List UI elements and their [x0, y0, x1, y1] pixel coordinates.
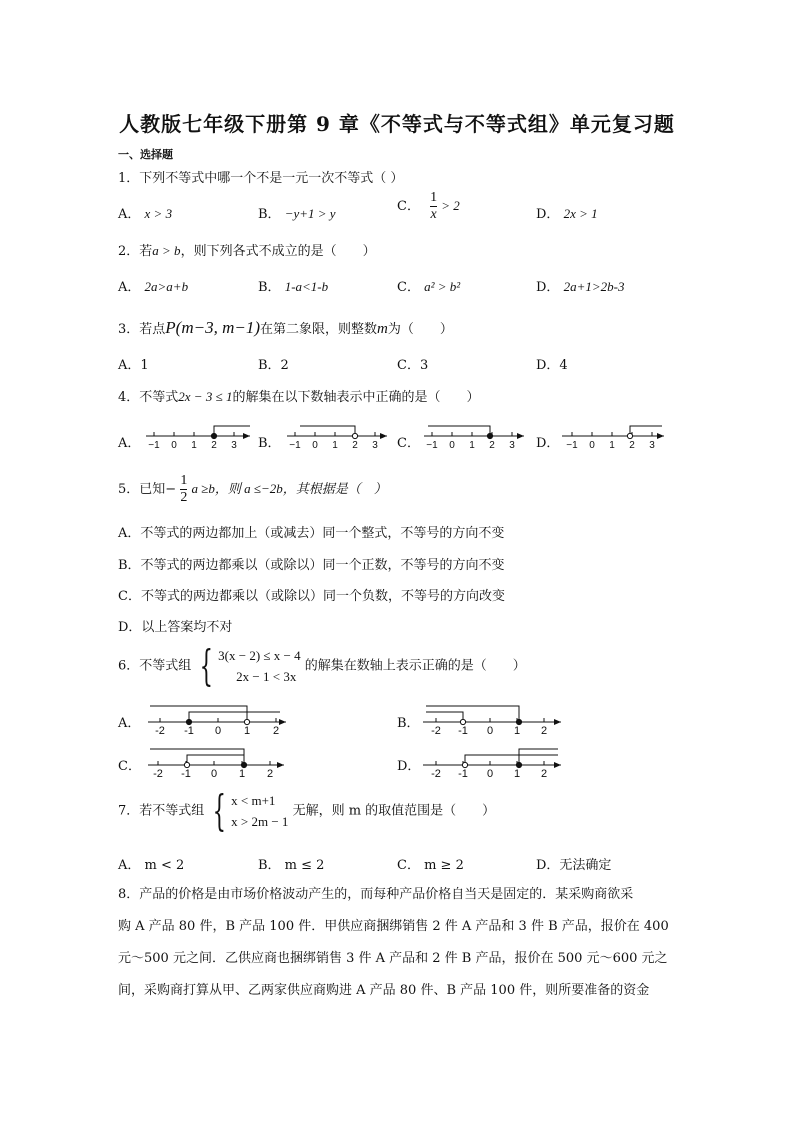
question-3-stem: 3．若点P(m−3, m−1)在第二象限，则整数m为（ ）	[118, 318, 453, 337]
q6b-tick-label: -1	[458, 725, 468, 737]
q5-option-b[interactable]: B．不等式的两边都乘以（或除以）同一个正数，不等号的方向不变	[118, 558, 505, 573]
q6c-tick-label: -2	[153, 768, 163, 780]
q6-option-d[interactable]: D．	[397, 759, 421, 774]
q6b-tick-label: -2	[431, 725, 441, 737]
q4c-tick-label: −1	[426, 440, 438, 451]
q6d-tick-label: -1	[458, 768, 468, 780]
q4c-solution-ray	[428, 426, 490, 436]
q4c-endpoint	[487, 433, 492, 438]
q4b-tick-label: 2	[352, 440, 358, 451]
q6a-arrow	[279, 719, 286, 725]
q4b-tick-label: 3	[372, 440, 378, 451]
q7-option-a[interactable]: A． m < 2	[118, 858, 185, 873]
q4a-tick-label: 0	[171, 440, 177, 451]
q6c-tick-label: 2	[266, 768, 274, 780]
q4-option-c[interactable]: C．	[397, 436, 420, 451]
q4a-tick-label: 3	[231, 440, 237, 451]
q1-option-b[interactable]: B． −y+1 > y	[258, 206, 336, 222]
q4b-arrow	[380, 433, 387, 439]
q6a-tick-label: 0	[214, 725, 222, 737]
q6c-tick-label: -1	[181, 768, 191, 780]
q6-option-b[interactable]: B．	[397, 716, 420, 731]
q4-option-b[interactable]: B．	[258, 436, 281, 451]
q4d-arrow	[657, 433, 664, 439]
q4-option-d[interactable]: D．	[536, 436, 560, 451]
q6a-endpoint	[186, 719, 191, 724]
q4a-tick-label: 1	[191, 440, 197, 451]
q6b-arrow	[554, 719, 561, 725]
q5-option-c[interactable]: C．不等式的两边都乘以（或除以）同一个负数，不等号的方向改变	[118, 589, 505, 604]
q4d-tick-label: 0	[589, 440, 595, 451]
question-6-stem: 6．不等式组 { 3(x − 2) ≤ x − 4 2x − 1 < 3x 的解集在数轴上表示正确的是（ ）	[118, 641, 526, 690]
q7-option-d[interactable]: D．无法确定	[536, 858, 612, 873]
q6-option-a[interactable]: A．	[118, 716, 141, 731]
q3-option-c[interactable]: C．3	[397, 358, 429, 373]
q6-inequality-system: { 3(x − 2) ≤ x − 4 2x − 1 < 3x	[200, 641, 301, 690]
question-8-line-1: 8．产品的价格是由市场价格波动产生的，而每种产品价格自当天是固定的．某采购商欲采	[118, 887, 634, 902]
q4d-tick-label: 1	[609, 440, 615, 451]
q6c-tick-label: 0	[210, 768, 218, 780]
q4b-tick-label: −1	[289, 440, 301, 451]
question-8-line-3: 元～500 元之间．乙供应商也捆绑销售 3 件 A 产品和 2 件 B 产品，报价在 500 元～600 元之	[118, 951, 668, 966]
q4a-tick-label: 2	[211, 440, 217, 451]
q6c-second-ray	[150, 749, 244, 765]
q4-axis-b	[287, 426, 387, 451]
q4d-tick-label: 3	[649, 440, 655, 451]
q4d-tick-label: 2	[629, 440, 635, 451]
q7-option-b[interactable]: B． m ≤ 2	[258, 858, 325, 873]
q6b-tick-label: 0	[486, 725, 494, 737]
q6a-solution-ray	[189, 712, 280, 722]
q6-axis-c	[148, 749, 284, 780]
question-5-stem: 5．已知− $\frac{1}{2}$ a ≥b，则 a ≤−2b，其根据是（ ）	[118, 473, 387, 505]
q3-option-a[interactable]: A．1	[118, 358, 149, 373]
q4-axis-d	[562, 426, 664, 451]
q4d-tick-label: −1	[566, 440, 578, 451]
question-8-line-2: 购 A 产品 80 件，B 产品 100 件．甲供应商捆绑销售 2 件 A 产品和 3 件 B 产品，报价在 400	[118, 919, 669, 934]
q3-option-d[interactable]: D．4	[536, 358, 568, 373]
question-1-stem: 1．下列不等式中哪一个不是一元一次不等式（ ）	[118, 171, 404, 186]
q7-option-c[interactable]: C． m ≥ 2	[397, 858, 464, 873]
section-heading: 一、选择题	[118, 148, 173, 161]
q3-option-b[interactable]: B．2	[258, 358, 289, 373]
question-4-stem: 4．不等式2x − 3 ≤ 1的解集在以下数轴表示中正确的是（ ）	[118, 389, 480, 405]
q4a-tick-label: −1	[148, 440, 160, 451]
q4c-tick-label: 0	[449, 440, 455, 451]
q4c-tick-label: 1	[469, 440, 475, 451]
q2-option-d[interactable]: D． 2a+1>2b-3	[536, 279, 625, 295]
q6b-endpoint	[460, 719, 465, 724]
q6b-second-ray	[426, 706, 519, 722]
q4b-tick-label: 0	[312, 440, 318, 451]
q6-axis-a	[148, 706, 286, 737]
q7-inequality-system: { x < m+1 x > 2m − 1	[213, 786, 289, 835]
question-8-line-4: 间，采购商打算从甲、乙两家供应商购进 A 产品 80 件、B 产品 100 件，则所要准备的资金	[118, 983, 650, 998]
q2-option-a[interactable]: A． 2a>a+b	[118, 279, 189, 295]
q6d-tick-label: 1	[513, 768, 521, 780]
q4d-endpoint	[627, 433, 632, 438]
question-7-stem: 7．若不等式组 { x < m+1 x > 2m − 1 无解，则 m 的取值范围是（ ）	[118, 786, 496, 835]
q6b-second-endpoint	[516, 719, 521, 724]
q6a-second-endpoint	[244, 719, 249, 724]
q6c-second-endpoint	[241, 762, 246, 767]
q2-option-b[interactable]: B． 1-a<1-b	[258, 279, 329, 295]
q6b-tick-label: 1	[513, 725, 521, 737]
q6-option-c[interactable]: C．	[118, 759, 141, 774]
q6b-solution-ray	[426, 712, 463, 722]
q6d-tick-label: 0	[486, 768, 494, 780]
q6a-second-ray	[150, 706, 247, 722]
q4a-endpoint	[211, 433, 216, 438]
q2-option-c[interactable]: C． a² > b²	[397, 279, 461, 295]
q6c-solution-ray	[187, 755, 244, 765]
q4c-tick-label: 2	[489, 440, 495, 451]
q1-option-a[interactable]: A． x > 3	[118, 206, 173, 222]
q4a-arrow	[243, 433, 250, 439]
q6d-second-endpoint	[516, 762, 521, 767]
question-2-stem: 2．若a > b，则下列各式不成立的是（ ）	[118, 243, 376, 259]
q4-option-a[interactable]: A．	[118, 436, 141, 451]
q1-option-d[interactable]: D． 2x > 1	[536, 206, 598, 222]
q5-option-d[interactable]: D．以上答案均不对	[118, 620, 233, 635]
q1-option-c[interactable]: C． $\frac{1}{x}$ > 2	[397, 190, 460, 222]
q4c-arrow	[517, 433, 524, 439]
q6d-endpoint	[462, 762, 467, 767]
q6d-arrow	[554, 762, 561, 768]
q6d-second-ray	[519, 749, 558, 765]
q5-option-a[interactable]: A．不等式的两边都加上（或减去）同一个整式，不等号的方向不变	[118, 526, 505, 541]
q4-number-lines	[0, 420, 794, 460]
q6a-tick-label: -2	[155, 725, 165, 737]
document-title: 人教版七年级下册第 9 章《不等式与不等式组》单元复习题	[119, 112, 675, 136]
q6a-tick-label: 2	[272, 725, 280, 737]
q4b-solution-ray	[300, 426, 355, 436]
q6c-tick-label: 1	[238, 768, 246, 780]
q6d-tick-label: -2	[431, 768, 441, 780]
q4-axis-c	[424, 426, 524, 451]
q4-axis-a	[146, 426, 250, 451]
q6b-tick-label: 2	[540, 725, 548, 737]
q4c-tick-label: 3	[509, 440, 515, 451]
q6c-endpoint	[184, 762, 189, 767]
q6-axis-d	[423, 749, 561, 780]
q4b-tick-label: 1	[332, 440, 338, 451]
q6a-tick-label: 1	[243, 725, 251, 737]
q6c-arrow	[277, 762, 284, 768]
q4b-endpoint	[352, 433, 357, 438]
q6a-tick-label: -1	[184, 725, 194, 737]
q6-number-lines	[0, 700, 794, 784]
q6d-tick-label: 2	[540, 768, 548, 780]
q6-axis-b	[423, 706, 561, 737]
